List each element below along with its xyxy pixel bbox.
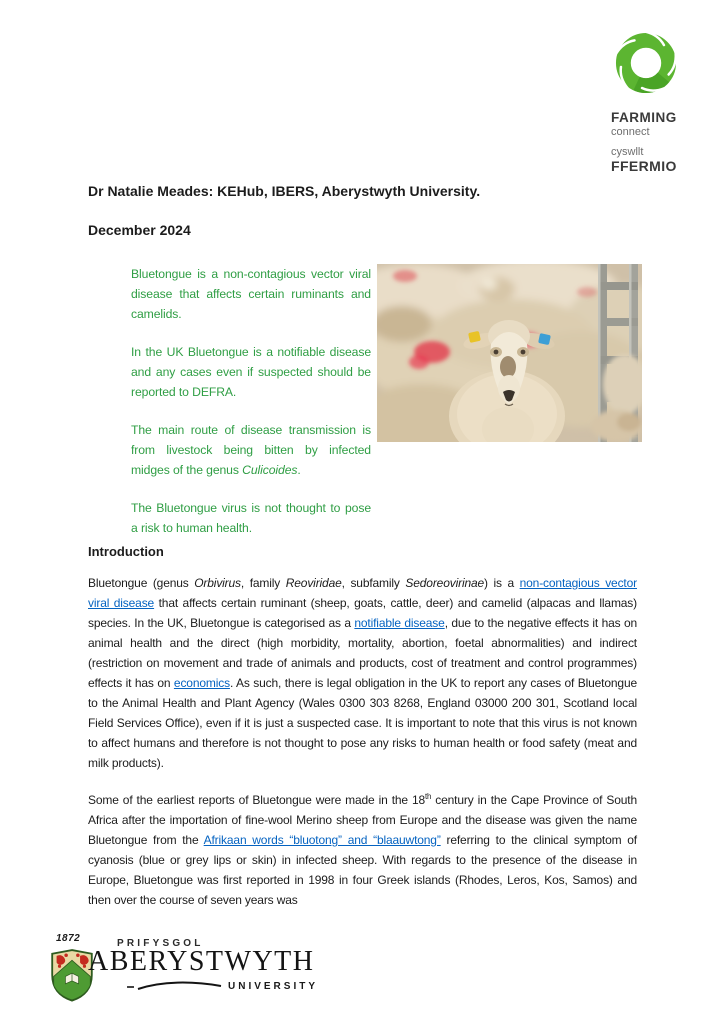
text-segment: The main route of disease transmission is from livestock being bitten by infected midges of the genus	[131, 423, 371, 477]
callout-paragraph	[131, 420, 371, 480]
aberystwyth-year-label: 1872	[56, 933, 81, 944]
ffermio-wordmark: FFERMIO	[611, 157, 677, 174]
text-segment: that affects certain ruminant (sheep, goats, cattle, deer) and camelid (alpacas and llamas) species. In the UK, Bluetongue is categorised as a	[88, 596, 638, 630]
author-line: Dr Natalie Meades: KEHub, IBERS, Aberystwyth University.	[88, 183, 481, 199]
hyperlink[interactable]: non-contagious vector viral disease	[88, 576, 637, 610]
farming-connect-wordmark: FARMING	[611, 110, 677, 125]
text-segment: . As such, there is legal obligation in the UK to report any cases of Bluetongue to the Animal Health and Plant Agency (Wales 0300 303 8268, England 03000 200 301, Scotland local Field Services Office), even if it is just a suspected case. It is important to note that this virus is not known to affect humans and therefore is not thought to pose any risks to human health or food safety (meat and milk products).	[88, 676, 637, 770]
farming-connect-sub-wordmark: connect	[611, 125, 650, 138]
text-segment: Some of the earliest reports of Bluetongue were made in the 18	[88, 793, 426, 807]
text-segment: Bluetongue (genus	[88, 576, 195, 590]
text-segment: Orbivirus	[194, 576, 241, 590]
text-segment: In the UK Bluetongue is a notifiable disease and any cases even if suspected should be reported to DEFRA.	[131, 345, 371, 399]
text-segment: , family	[240, 576, 286, 590]
text-segment: Sedoreovirinae	[405, 576, 485, 590]
text-segment: Culicoides	[242, 463, 298, 477]
sheep-photo	[377, 264, 642, 442]
document-body	[88, 544, 637, 927]
text-segment: referring to the clinical symptom of cyanosis (blue or grey lips or skin) in infected sheep. With regards to the presence of the disease in Europe, Bluetongue was first reported in 1998 in four Greek islands (Rhodes, Leros, Kos, Samos) and then over the course of seven years was	[88, 833, 637, 907]
text-segment: th	[425, 792, 432, 801]
farming-connect-swirl-icon	[607, 24, 685, 102]
callout-paragraph	[131, 498, 371, 538]
introduction-paragraph-2	[88, 790, 637, 910]
aberystwyth-university-logo	[48, 930, 318, 1018]
text-segment: century in the Cape Province of South Africa after the importation of fine-wool Merino sheep from Europe and the disease was given the name Bluetongue from the	[88, 793, 637, 847]
swoosh-line-icon	[126, 980, 222, 992]
prifysgol-label: PRIFYSGOL	[117, 938, 204, 949]
text-segment: Bluetongue is a non-contagious vector viral disease that affects certain ruminants and camelids.	[131, 267, 371, 321]
hyperlink[interactable]: economics	[173, 676, 230, 690]
text-segment: Reoviridae	[285, 576, 342, 590]
summary-callout-text	[131, 264, 371, 538]
callout-paragraph	[131, 264, 371, 324]
university-label: UNIVERSITY	[228, 980, 319, 992]
callout-paragraph	[131, 342, 371, 402]
text-segment: , due to the negative effects it has on animal health and the direct (high morbidity, mortality, abortion, foetal abnormalities) and indirect (restriction on movement and trade of animals and products, cost of treatment and control programmes) effects it has on	[88, 616, 637, 690]
text-segment: .	[297, 463, 301, 477]
date-line: December 2024	[88, 222, 191, 238]
text-segment: , subfamily	[341, 576, 406, 590]
summary-callout-row	[131, 264, 643, 538]
text-segment: ) is a	[484, 576, 520, 590]
hyperlink[interactable]: Afrikaan words “bluotong” and “blaauwtong”	[203, 833, 441, 847]
university-label-row	[126, 980, 319, 992]
aberystwyth-wordmark: ABERYSTWYTH	[88, 946, 315, 977]
farming-connect-logo	[604, 24, 696, 174]
introduction-heading: Introduction	[88, 544, 164, 559]
ffermio-sub-wordmark: cyswllt	[611, 145, 644, 158]
hyperlink[interactable]: notifiable disease	[354, 616, 445, 630]
text-segment: The Bluetongue virus is not thought to pose a risk to human health.	[131, 501, 371, 535]
introduction-paragraph-1	[88, 573, 637, 773]
